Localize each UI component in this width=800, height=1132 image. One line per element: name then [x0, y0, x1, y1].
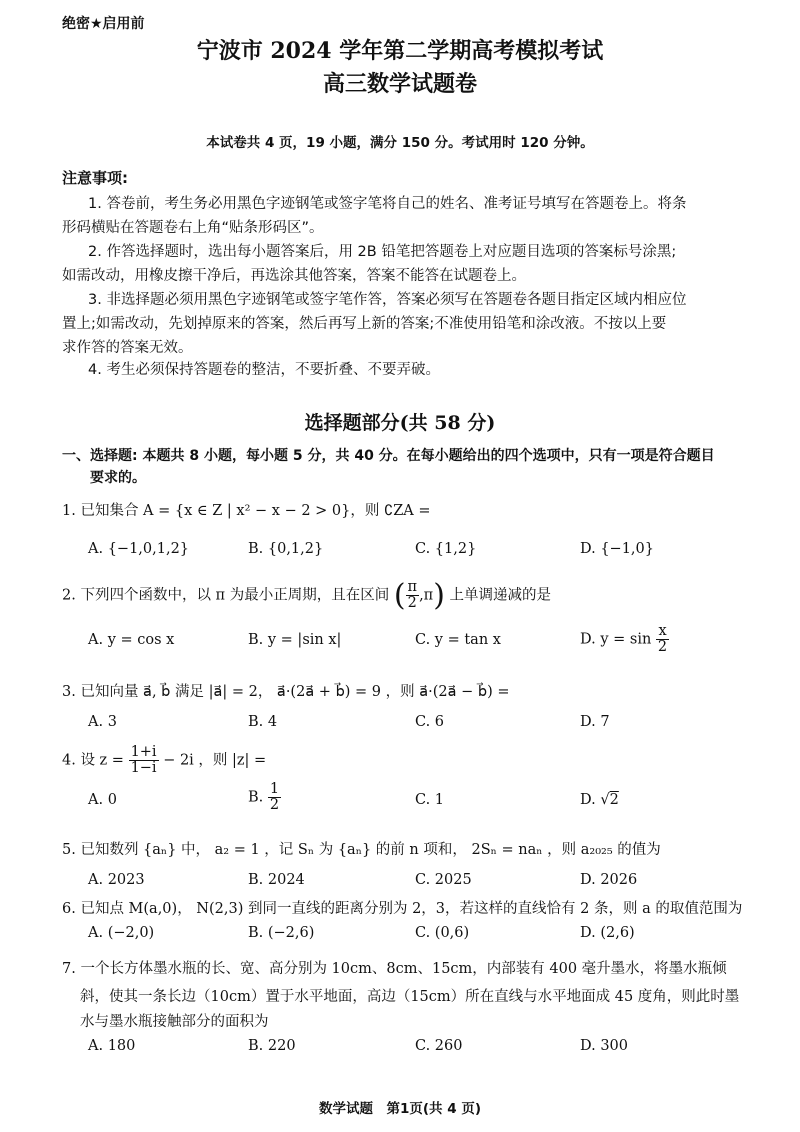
q2-paren-right: ) — [433, 578, 445, 613]
note-line: 如需改动，用橡皮擦干净后，再选涂其他答案，答案不能答在试题卷上。 — [62, 268, 526, 284]
q4-option-d: D. √2 — [580, 792, 619, 808]
q6-option-d: D. (2,6) — [580, 925, 635, 941]
q2-stem-pre: 2. 下列四个函数中，以 π 为最小正周期，且在区间 — [62, 587, 390, 604]
q4-option-b: B. $\frac{1}{2}$ — [248, 781, 280, 814]
question-7-line: 7. 一个长方体墨水瓶的长、宽、高分别为 10cm、8cm、15cm，内部装有 400 毫升墨水，将墨水瓶倾 — [62, 961, 727, 977]
question-4: 4. 设 z = $\frac{1+i}{1-i}$ − 2i ，则 |z| = — [62, 744, 267, 777]
confidential-label: 绝密★启用前 — [62, 16, 145, 32]
q3-option-a: A. 3 — [88, 714, 117, 730]
q5-option-b: B. 2024 — [248, 872, 305, 888]
q5-option-a: A. 2023 — [88, 872, 145, 888]
q2-option-d-fraction: $\frac{x}{2}$ — [657, 623, 668, 656]
exam-title: 宁波市 2024 学年第二学期高考模拟考试 — [196, 38, 604, 64]
notes-heading: 注意事项: — [62, 169, 128, 187]
q7-option-b: B. 220 — [248, 1038, 296, 1054]
question-3: 3. 已知向量 a⃗, b⃗ 满足 |a⃗| = 2， a⃗·(2a⃗ + b⃗) = 9 ，则 a⃗·(2a⃗ − b⃗) = — [62, 684, 510, 700]
question-2 — [62, 578, 551, 613]
q7-option-c: C. 260 — [415, 1038, 463, 1054]
q1-option-d: D. {−1,0} — [580, 541, 654, 557]
q4-option-c: C. 1 — [415, 792, 445, 808]
q3-option-c: C. 6 — [415, 714, 445, 730]
question-6: 6. 已知点 M(a,0)， N(2,3) 到同一直线的距离分别为 2，3，若这样的直线恰有 2 条，则 a 的取值范围为 — [62, 901, 743, 917]
q5-option-d: D. 2026 — [580, 872, 638, 888]
question-7-line: 斜，使其一条长边（10cm）置于水平地面，高边（15cm）所在直线与水平地面成 45 度角，则此时墨 — [80, 989, 740, 1005]
q2-option-c: C. y = tan x — [415, 632, 501, 648]
exam-summary: 本试卷共 4 页，19 小题，满分 150 分。考试用时 120 分钟。 — [206, 135, 594, 151]
note-line: 2. 作答选择题时，选出每小题答案后，用 2B 铅笔把答题卷上对应题目选项的答案标号涂黑; — [88, 244, 677, 260]
q2-option-d: D. y = sin $\frac{x}{2}$ — [580, 623, 668, 656]
part-instructions-cont: 要求的。 — [90, 470, 146, 486]
q4-option-b-fraction: $\frac{1}{2}$ — [269, 781, 280, 814]
q3-option-d: D. 7 — [580, 714, 610, 730]
q1-option-c: C. {1,2} — [415, 541, 477, 557]
q4-fraction: $\frac{1+i}{1-i}$ — [130, 744, 157, 777]
exam-subtitle: 高三数学试题卷 — [322, 71, 477, 97]
note-line: 置上;如需改动，先划掉原来的答案，然后再写上新的答案;不准使用铅笔和涂改液。不按以上要 — [62, 316, 667, 332]
note-line: 形码横贴在答题卷右上角“贴条形码区”。 — [62, 220, 324, 236]
q6-option-c: C. (0,6) — [415, 925, 470, 941]
q6-option-a: A. (−2,0) — [88, 925, 155, 941]
part-instructions: 一、选择题: 本题共 8 小题，每小题 5 分，共 40 分。在每小题给出的四个选项中，只有一项是符合题目 — [62, 448, 715, 464]
q6-option-b: B. (−2,6) — [248, 925, 315, 941]
q2-interval-fraction: $\frac{\pi}{2}$ — [407, 578, 418, 611]
q2-stem-post: 上单调递减的是 — [449, 587, 552, 604]
q1-option-a: A. {−1,0,1,2} — [88, 541, 190, 557]
note-line: 1. 答卷前，考生务必用黑色字迹钢笔或签字笔将自己的姓名、准考证号填写在答题卷上。将条 — [88, 196, 687, 212]
question-7-line: 水与墨水瓶接触部分的面积为 — [80, 1014, 269, 1030]
note-line: 3. 非选择题必须用黑色字迹钢笔或签字笔作答，答案必须写在答题卷各题目指定区域内相应位 — [88, 292, 687, 308]
q4-option-d-radicand: 2 — [609, 792, 619, 808]
question-1: 1. 已知集合 A = {x ∈ Z | x² − x − 2 > 0}，则 ∁ZA = — [62, 503, 431, 519]
q5-option-c: C. 2025 — [415, 872, 472, 888]
q2-interval-end: ,π — [419, 587, 434, 604]
page-footer: 数学试题 第1页(共 4 页) — [318, 1101, 482, 1117]
q7-option-d: D. 300 — [580, 1038, 629, 1054]
section-title: 选择题部分(共 58 分) — [304, 412, 496, 434]
q3-option-b: B. 4 — [248, 714, 278, 730]
q7-option-a: A. 180 — [88, 1038, 136, 1054]
note-line: 求作答的答案无效。 — [62, 340, 193, 356]
q4-option-a: A. 0 — [88, 792, 117, 808]
q2-option-a: A. y = cos x — [88, 632, 175, 648]
q2-paren-left: ( — [393, 578, 406, 613]
question-5: 5. 已知数列 {aₙ} 中， a₂ = 1 ，记 Sₙ 为 {aₙ} 的前 n 项和， 2Sₙ = naₙ ，则 a₂₀₂₅ 的值为 — [62, 842, 661, 858]
q1-option-b: B. {0,1,2} — [248, 541, 324, 557]
q2-option-b: B. y = |sin x| — [248, 632, 342, 648]
note-line: 4. 考生必须保持答题卷的整洁，不要折叠、不要弄破。 — [88, 362, 440, 378]
